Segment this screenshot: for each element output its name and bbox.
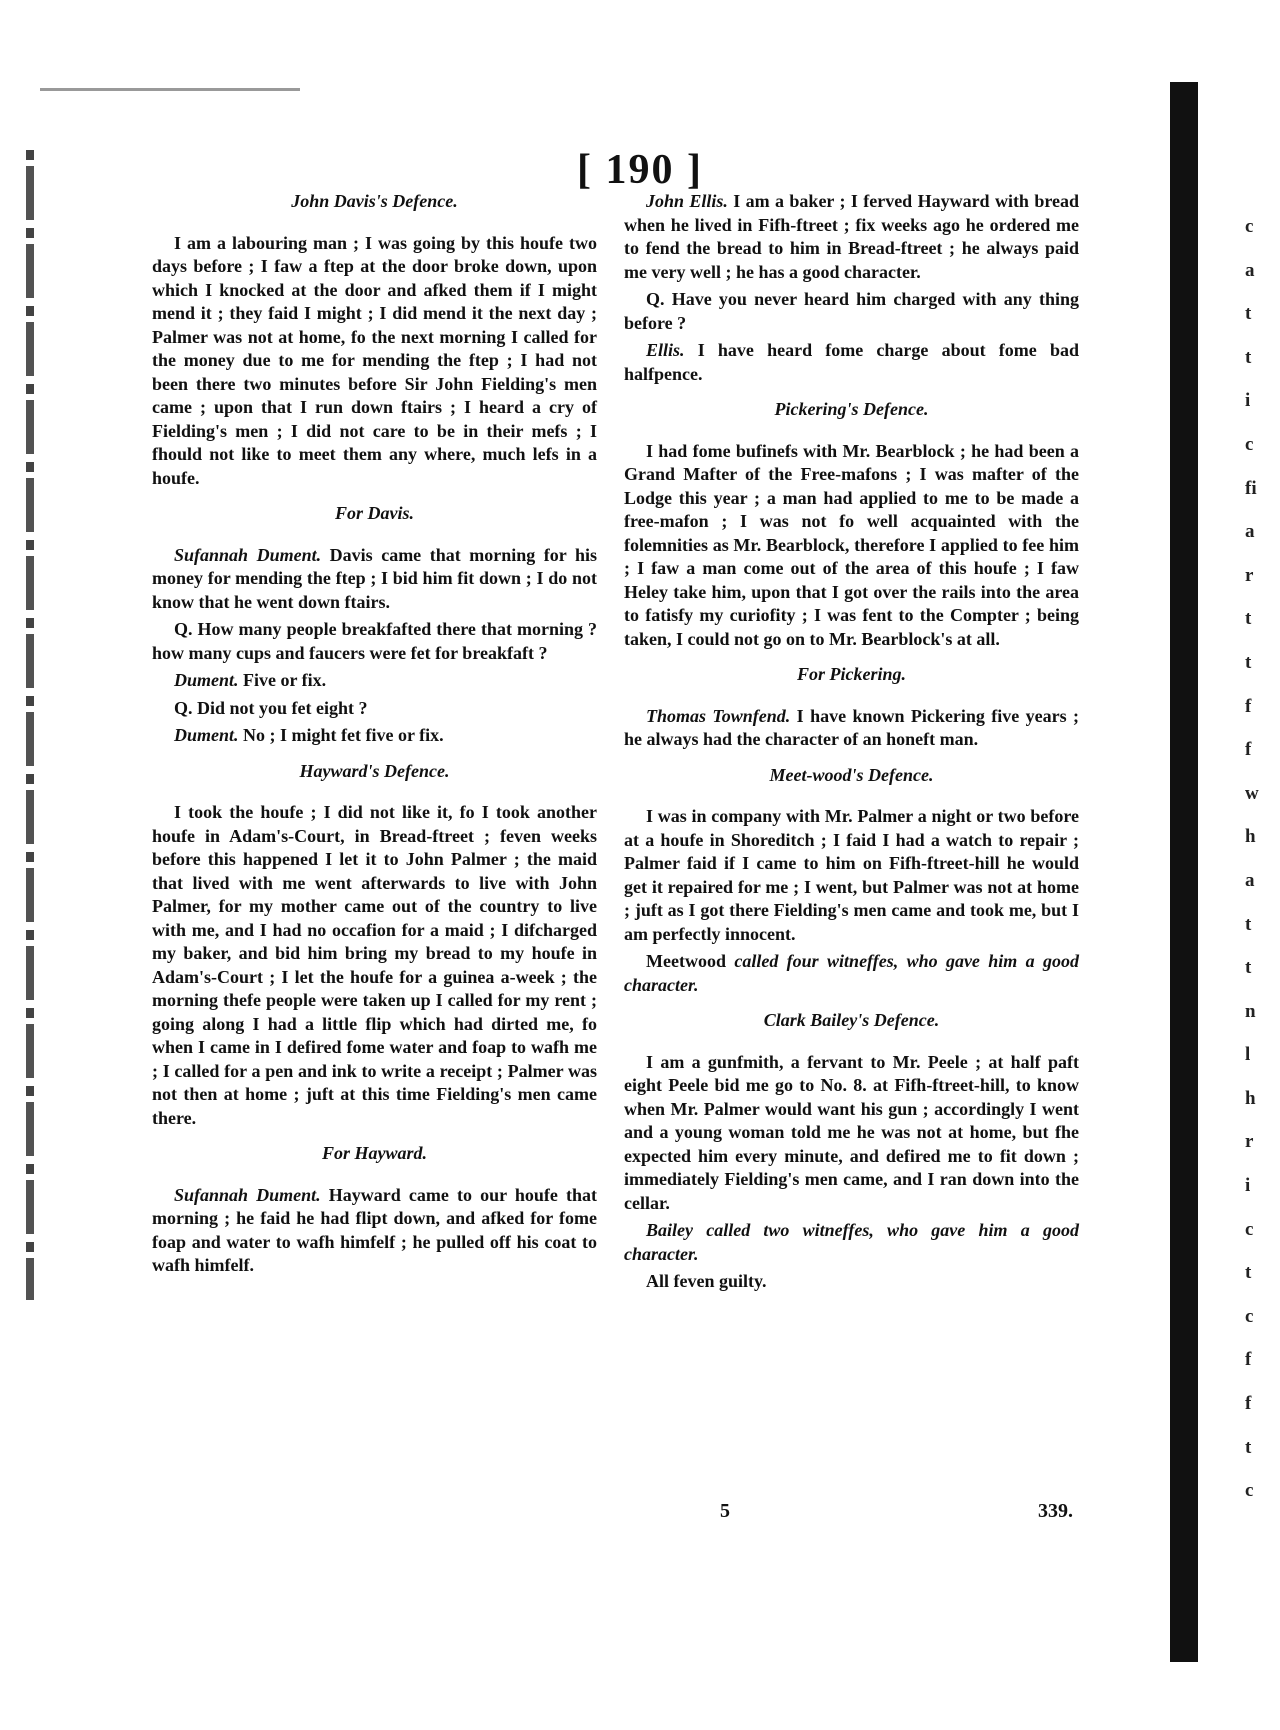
facing-page-margin-letters [1245, 205, 1275, 1513]
margin-letter: a [1245, 869, 1255, 891]
speaker-name: Dument. [174, 670, 239, 690]
hayward-defence-text: I took the houfe ; I did not like it, fo I took another houfe in Adam's-Court, in Bread-ftreet ; feven weeks before this happened I let it to John Palmer ; the maid that lived with me went afterwards to live with John Palmer, for my mother came out of the country to live with me, and I had no occafion for a maid ; I difcharged my baker, and bid him bring my bread to my houfe in Adam's-Court ; I let the houfe for a guinea a-week ; the morning thefe people were taken up I called for my rent ; going along I had a little flip which had dirted me, fo when I came in I defired fome water and foap to wafh me ; I called for a pen and ink to write a receipt ; Palmer was not then at home ; juft at this time Fielding's men came there. [152, 802, 597, 1128]
margin-letter: t [1245, 957, 1252, 979]
testimony-text: Davis came that morning for his money for mending the ftep ; I bid him fit down ; I do not know that he went down ftairs. [152, 544, 598, 612]
answer-text: I have heard fome charge about fome bad halfpence. [624, 340, 1079, 384]
catch-number: 339. [1038, 1500, 1073, 1522]
davis-defence-text: I am a labouring man ; I was going by this houfe two days before ; I faw a ftep at the door broke down, upon which I knocked at the door and afked them if I might mend it ; they faid I might ; I did mend it the next day ; Palmer was not at home, fo the next morning I called for the money due to me for mending the ftep ; I had not been there two minutes before Sir John Fielding's men came ; upon that I run down ftairs ; I heard a cry of Fielding's men ; I did not care to be in their mefs ; I fhould not like to meet them any where, much lefs in a houfe. [152, 232, 597, 488]
margin-letter: c [1245, 1480, 1254, 1502]
meetwood-witness-note [624, 950, 1079, 997]
signature-mark: 5 [720, 1500, 730, 1522]
ellis-testimony [624, 190, 1079, 284]
ellis-answer [624, 339, 1079, 386]
answer-2 [152, 724, 597, 748]
margin-letter: t [1245, 1262, 1252, 1284]
margin-letter: c [1245, 1305, 1254, 1327]
margin-letter: t [1245, 1436, 1252, 1458]
margin-letter: fi [1245, 477, 1257, 499]
section-heading-meetwood-defence: Meet-wood's Defence. [769, 764, 934, 785]
scan-streak [40, 88, 300, 91]
question-2: Q. Did not you fet eight ? [174, 697, 368, 718]
margin-letter: t [1245, 913, 1252, 935]
townsend-testimony [624, 705, 1079, 752]
answer-text: No ; I might fet five or fix. [243, 725, 444, 745]
defendant-name: Meetwood [646, 951, 726, 971]
margin-letter: i [1245, 390, 1251, 412]
margin-letter: t [1245, 608, 1252, 630]
margin-letter: f [1245, 695, 1252, 717]
speaker-name: Sufannah Dument. [174, 1184, 321, 1205]
margin-letter: a [1245, 521, 1255, 543]
page-number: [ 190 ] [577, 147, 703, 193]
question-3: Q. Have you never heard him charged with any thing before ? [624, 289, 1079, 333]
margin-letter: c [1245, 433, 1254, 455]
section-heading-davis-defence: John Davis's Defence. [291, 191, 458, 211]
question-1: Q. How many people breakfafted there that morning ? how many cups and faucers were fet for breakfaft ? [152, 619, 597, 663]
speaker-name: Thomas Townfend. [646, 705, 791, 726]
margin-letter: t [1245, 303, 1252, 325]
speaker-name: John Ellis. [646, 191, 728, 211]
section-heading-for-davis: For Davis. [334, 503, 414, 523]
verdict: All feven guilty. [646, 1271, 767, 1291]
testimony-text: I am a baker ; I ferved Hayward with bread when he lived in Fifh-ftreet ; fix weeks ago he ordered me to fend the bread to him in Bread-ftreet ; he always paid me very well ; he has a good character. [624, 191, 1079, 282]
left-column [152, 190, 597, 1282]
margin-letter: n [1245, 1000, 1256, 1022]
section-heading-bailey-defence: Clark Bailey's Defence. [763, 1010, 940, 1030]
margin-letter: f [1245, 1349, 1252, 1371]
section-heading-pickering-defence: Pickering's Defence. [774, 399, 929, 419]
margin-letter: t [1245, 651, 1252, 673]
note-text: called four witneffes, who gave him a good character. [624, 951, 1079, 995]
section-heading-for-hayward: For Hayward. [321, 1143, 427, 1163]
dument-testimony-2 [152, 1184, 597, 1278]
bailey-witness-note: Bailey called two witneffes, who gave him a good character. [624, 1220, 1079, 1264]
pickering-defence-text: I had fome bufinefs with Mr. Bearblock ; he had been a Grand Mafter of the Free-mafons ; I was mafter of the Lodge this year ; a man had applied to me to be made a free-mafon ; I was not fo well acquainted with the folemnities as Mr. Bearblock, therefore I applied to fee him ; I faw a man come out of the area of this houfe ; I faw Heley take him, upon that I got over the rails into the area to fatisfy my curiofity ; I was fent to the Compter ; being taken, I could not go on to Mr. Bearblock's at all. [624, 440, 1079, 649]
margin-letter: l [1245, 1044, 1251, 1066]
margin-letter: i [1245, 1175, 1251, 1197]
meetwood-defence-text: I was in company with Mr. Palmer a night or two before at a houfe in Shoreditch ; I faid I had a watch to repair ; Palmer faid if I came to him on Fifh-ftreet-hill he would get it repaired for me ; I went, but Palmer was not at home ; juft as I got there Fielding's men came and took me, but I am perfectly innocent. [624, 806, 1079, 944]
margin-letter: t [1245, 346, 1252, 368]
margin-letter: f [1245, 1393, 1252, 1415]
scan-edge-artifact [26, 150, 34, 1300]
margin-letter: a [1245, 259, 1255, 281]
speaker-name: Sufannah Dument. [174, 544, 322, 565]
margin-letter: r [1245, 1131, 1254, 1153]
margin-letter: c [1245, 1218, 1254, 1240]
margin-letter: f [1245, 739, 1252, 761]
dument-testimony-1 [152, 544, 597, 615]
section-heading-for-pickering: For Pickering. [796, 664, 906, 684]
answer-text: Five or fix. [243, 670, 327, 690]
speaker-name: Dument. [174, 725, 239, 745]
speaker-name: Ellis. [646, 340, 685, 360]
margin-letter: c [1245, 216, 1254, 237]
margin-letter: w [1245, 782, 1259, 804]
bailey-defence-text: I am a gunfmith, a fervant to Mr. Peele ; at half paft eight Peele bid me go to No. 8. at Fifh-ftreet-hill, to know when Mr. Palmer would want his gun ; accordingly I went and a young woman told me he was not at home, but fhe expected him every minute, and defired me to fit down ; immediately Fielding's men came, and I ran down into the cellar. [624, 1051, 1079, 1213]
margin-letter: r [1245, 564, 1254, 586]
testimony-text: Hayward came to our houfe that morning ; he faid he had flipt down, and afked for fome foap and water to wafh himfelf ; he pulled off his coat to wafh himfelf. [152, 1184, 598, 1275]
testimony-text: I have known Pickering five years ; he always had the character of an honeft man. [624, 705, 1080, 749]
binding-shadow [1170, 82, 1198, 1662]
right-column [624, 190, 1079, 1298]
answer-1 [152, 669, 597, 693]
margin-letter: h [1245, 1087, 1256, 1109]
margin-letter: h [1245, 826, 1256, 848]
section-heading-hayward-defence: Hayward's Defence. [299, 760, 450, 781]
